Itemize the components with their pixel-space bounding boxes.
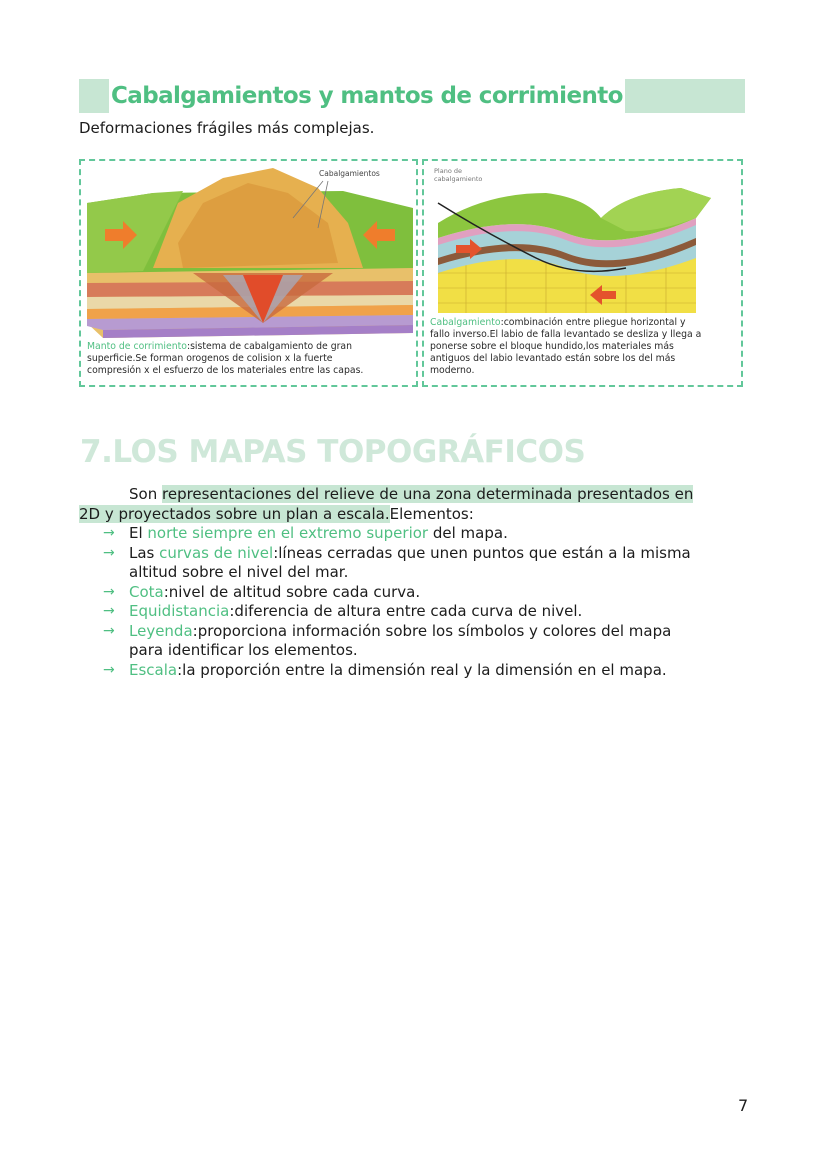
list-item bbox=[103, 602, 743, 622]
list-item bbox=[103, 544, 743, 583]
item-text-continued: para identificar los elementos. bbox=[129, 641, 358, 659]
item-text-continued: altitud sobre el nivel del mar. bbox=[129, 563, 349, 581]
item-text: :la proporción entre la dimensión real y la dimensión en el mapa. bbox=[177, 660, 667, 679]
list-item bbox=[103, 661, 743, 681]
item-prefix: Las bbox=[129, 543, 160, 562]
arrow-icon: → bbox=[103, 603, 115, 619]
item-term: Escala bbox=[129, 660, 178, 679]
caption-term: Manto de corrimiento bbox=[87, 341, 187, 352]
cabalgamiento-illustration bbox=[426, 163, 743, 318]
caption-line: ponerse sobre el bloque hundido,los materiales más bbox=[430, 341, 674, 352]
manto-corrimiento-illustration bbox=[83, 163, 418, 338]
item-term: Equidistancia bbox=[129, 602, 230, 620]
list-item bbox=[103, 622, 743, 661]
item-text: :diferencia de altura entre cada curva de nivel. bbox=[229, 602, 583, 620]
figure-label-plano bbox=[434, 167, 482, 183]
item-text: :proporciona información sobre los símbolos y colores del mapa bbox=[192, 621, 672, 640]
item-text: :líneas cerradas que unen puntos que están a la misma bbox=[273, 543, 691, 562]
arrow-icon: → bbox=[103, 544, 115, 561]
figure-label-cabalgamientos: Cabalgamientos bbox=[319, 169, 380, 178]
list-item bbox=[103, 524, 743, 544]
section-heading: Cabalgamientos y mantos de corrimiento bbox=[109, 79, 625, 113]
caption-line: :sistema de cabalgamiento de gran bbox=[186, 341, 353, 352]
caption-line: :combinación entre pliegue horizontal y bbox=[500, 317, 686, 328]
caption-line: fallo inverso.El labio de falla levantado se desliza y llega a bbox=[430, 329, 702, 340]
label-line: Plano de bbox=[434, 167, 462, 175]
item-text: :nivel de altitud sobre cada curva. bbox=[163, 582, 421, 601]
section-subtitle: Deformaciones frágiles más complejas. bbox=[79, 119, 375, 137]
caption-cabalgamiento bbox=[430, 317, 742, 377]
arrow-icon: → bbox=[103, 661, 115, 678]
arrow-icon: → bbox=[103, 525, 115, 541]
caption-line: compresión x el esfuerzo de los materiales entre las capas. bbox=[87, 365, 364, 376]
section-7-heading: 7.LOS MAPAS TOPOGRÁFICOS bbox=[80, 434, 586, 470]
caption-term: Cabalgamiento bbox=[430, 317, 501, 328]
page-number: 7 bbox=[738, 1096, 749, 1115]
figure-panel-cabalgamiento bbox=[422, 159, 743, 387]
item-prefix: El bbox=[129, 524, 148, 542]
intro-highlight-1: representaciones del relieve de una zona determinada presentados en bbox=[162, 485, 694, 503]
label-line: cabalgamiento bbox=[434, 175, 483, 183]
item-text: del mapa. bbox=[428, 524, 508, 542]
intro-indent-word: Son bbox=[129, 485, 158, 503]
elements-list bbox=[103, 524, 743, 680]
list-item bbox=[103, 583, 743, 603]
item-term: Leyenda bbox=[129, 621, 193, 640]
intro-paragraph bbox=[79, 485, 739, 524]
intro-highlight-2: 2D y proyectados sobre un plan a escala. bbox=[79, 504, 390, 523]
arrow-icon: → bbox=[103, 622, 115, 639]
item-term: Cota bbox=[129, 582, 164, 601]
caption-line: moderno. bbox=[430, 365, 475, 376]
intro-rest: Elementos: bbox=[389, 504, 474, 523]
caption-line: superficie.Se forman orogenos de colision x la fuerte bbox=[87, 353, 333, 364]
caption-manto bbox=[87, 341, 417, 377]
caption-line: antiguos del labio levantado están sobre los del más bbox=[430, 353, 676, 364]
figure-panel-manto bbox=[79, 159, 418, 387]
item-term: curvas de nivel bbox=[159, 543, 274, 562]
arrow-icon: → bbox=[103, 583, 115, 600]
item-term: norte siempre en el extremo superior bbox=[147, 524, 429, 542]
